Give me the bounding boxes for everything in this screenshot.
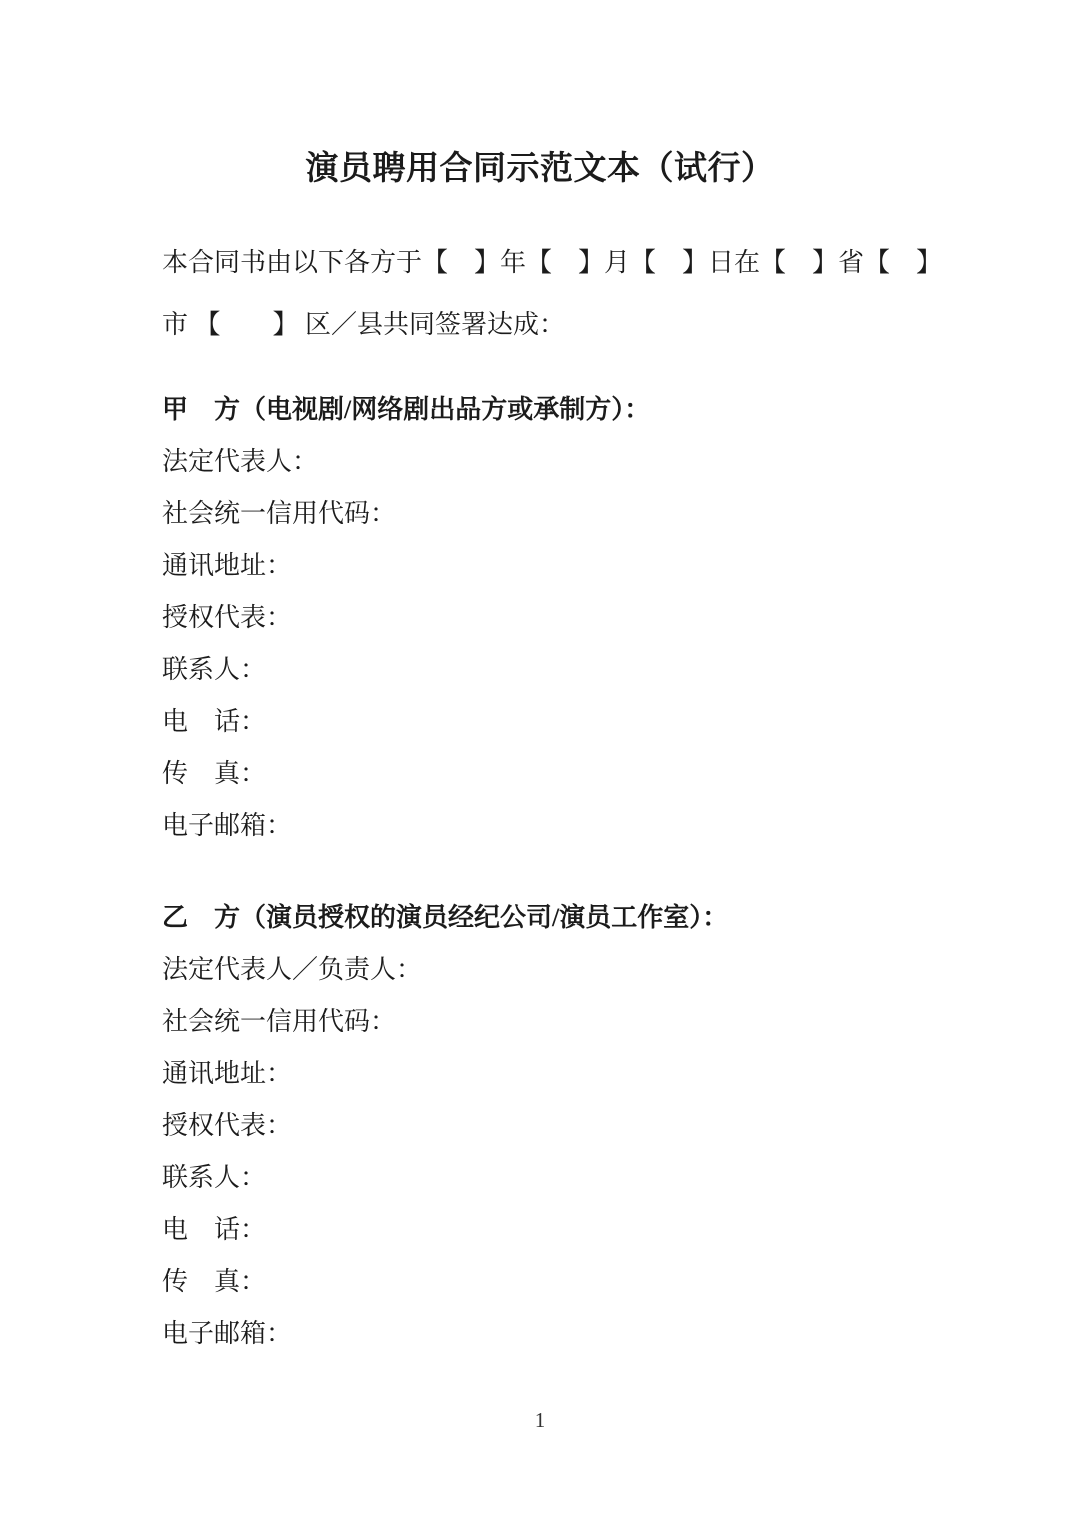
party-b-field-credit-code: 社会统一信用代码： [162,1007,397,1036]
party-a-field-mailing-address: 通讯地址： [162,551,293,580]
party-b-field-contact-person: 联系人： [162,1163,267,1192]
party-a-field-authorized-representative: 授权代表： [162,603,293,632]
document-title: 演员聘用合同示范文本（试行） [305,151,775,187]
party-b-field-fax: 传 真： [162,1267,267,1296]
page-footer [0,1408,1080,1433]
party-a-field-credit-code: 社会统一信用代码： [162,499,397,528]
party-b-header: 乙 方（演员授权的演员经纪公司/演员工作室）： [162,903,729,932]
party-a-field-email: 电子邮箱： [162,811,293,840]
party-a-section [162,384,930,852]
party-a-header: 甲 方（电视剧/网络剧出品方或承制方）： [162,395,651,424]
intro-paragraph [162,232,943,356]
party-b-field-email: 电子邮箱： [162,1319,293,1348]
intro-line-1: 本合同书由以下各方于【 】年【 】月【 】日在【 】省【 】 [162,248,943,277]
intro-line-2: 市 【 】 区／县共同签署达成： [162,310,566,339]
party-b-section [162,892,930,1360]
party-a-field-contact-person: 联系人： [162,655,267,684]
party-a-field-legal-representative: 法定代表人： [162,447,319,476]
party-b-field-legal-representative: 法定代表人／负责人： [162,955,423,984]
party-a-field-fax: 传 真： [162,759,267,788]
page-number: 1 [534,1408,546,1432]
party-b-field-mailing-address: 通讯地址： [162,1059,293,1088]
party-b-field-authorized-representative: 授权代表： [162,1111,293,1140]
party-a-field-telephone: 电 话： [162,707,267,736]
party-b-field-telephone: 电 话： [162,1215,267,1244]
